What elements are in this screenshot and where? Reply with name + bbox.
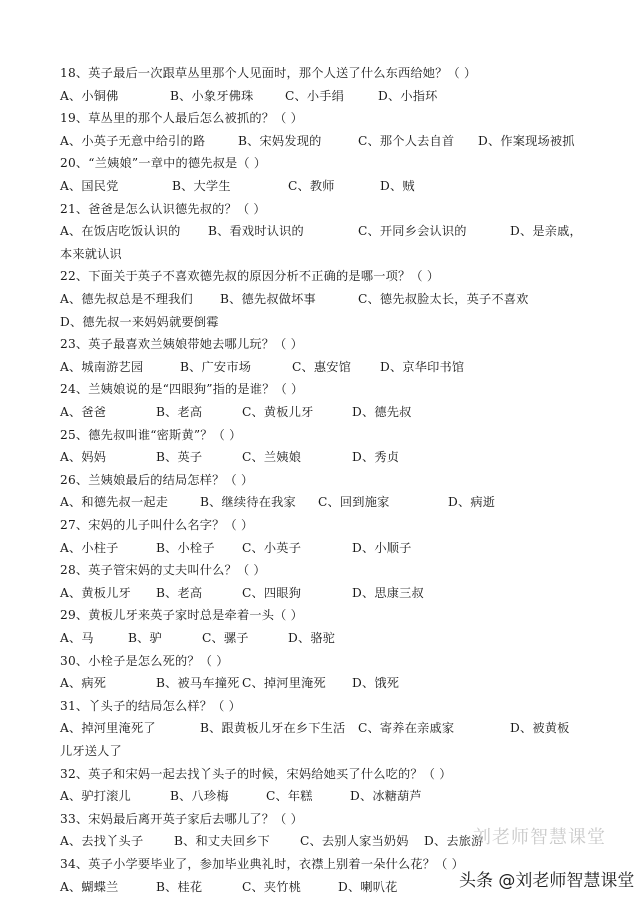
option-b: B、小象牙佛珠 — [170, 88, 254, 103]
option-c: C、小手绢 — [285, 88, 345, 103]
option-b: B、德先叔做坏事 — [220, 292, 316, 306]
options-row — [60, 787, 620, 805]
option-a: A、小柱子 — [60, 540, 119, 555]
option-b: B、大学生 — [172, 179, 231, 193]
options-row — [60, 290, 620, 308]
option-a: A、病死 — [60, 676, 107, 691]
option-c: C、寄养在亲戚家 — [358, 721, 455, 736]
options-row — [60, 358, 620, 376]
option-b: B、老高 — [156, 405, 203, 419]
option-a: A、在饭店吃饭认识的 — [60, 224, 181, 239]
option-b: B、英子 — [156, 450, 203, 465]
option-c: C、兰姨娘 — [242, 450, 302, 465]
option-b: B、桂花 — [156, 879, 203, 894]
question-text: 19、草丛里的那个人最后怎么被抓的？（ ） — [60, 111, 303, 126]
question-text: 24、兰姨娘说的是“四眼狗”指的是谁？（ ） — [60, 382, 304, 397]
option-d: D、作案现场被抓 — [478, 133, 575, 148]
option-d: D、秀贞 — [352, 450, 400, 465]
source-credit: 头条 @刘老师智慧课堂 — [459, 871, 635, 891]
options-row — [60, 177, 620, 195]
option-d: D、病逝 — [448, 495, 496, 510]
option-b: B、和丈夫回乡下 — [174, 834, 270, 849]
options-row — [60, 87, 620, 105]
option-c: C、四眼狗 — [242, 585, 302, 600]
question-text: 30、小栓子是怎么死的？（ ） — [60, 653, 229, 668]
options-row — [60, 539, 620, 557]
question-text: 29、黄板儿牙来英子家时总是牵着一头（ ） — [60, 608, 303, 623]
option-c: C、惠安馆 — [292, 359, 352, 374]
option-a: A、蝴蝶兰 — [60, 879, 119, 894]
option-d: D、思康三叔 — [352, 585, 424, 600]
options-row — [60, 674, 620, 692]
option-a: A、城南游艺园 — [60, 359, 144, 374]
option-c: C、年糕 — [266, 789, 313, 804]
question-text: 32、英子和宋妈一起去找丫头子的时候，宋妈给她买了什么吃的？（ ） — [60, 766, 452, 781]
options-row — [60, 448, 620, 466]
option-d: D、京华印书馆 — [380, 359, 465, 374]
option-b: B、宋妈发现的 — [238, 133, 322, 148]
options-row — [60, 132, 620, 150]
option-b: B、八珍梅 — [170, 789, 229, 804]
question-text: 22、下面关于英子不喜欢德先叔的原因分析不正确的是哪一项？（ ） — [60, 269, 440, 284]
option-a: A、德先叔总是不理我们 — [60, 292, 193, 306]
option-b: B、被马车撞死 — [156, 676, 240, 691]
option-c: C、骡子 — [202, 631, 249, 645]
option-b: B、继续待在我家 — [200, 495, 296, 510]
option-a: A、小铜佛 — [60, 88, 119, 103]
option-continuation: 本来就认识 — [60, 246, 122, 261]
option-a: A、黄板儿牙 — [60, 585, 131, 600]
options-row — [60, 584, 620, 602]
watermark: 刘老师智慧课堂 — [473, 827, 606, 848]
option-c: C、黄板儿牙 — [242, 405, 314, 419]
option-d: D、德先叔 — [352, 405, 412, 419]
option-d: D、饿死 — [352, 676, 400, 691]
question-text: 21、爸爸是怎么认识德先叔的？（ ） — [60, 201, 266, 216]
question-text: 34、英子小学要毕业了，参加毕业典礼时，衣襟上别着一朵什么花？（ ） — [60, 857, 464, 871]
option-a: A、掉河里淹死了 — [60, 721, 156, 736]
question-text: 20、“兰姨娘”一章中的德先叔是（ ） — [60, 156, 267, 171]
option-b: B、老高 — [156, 585, 203, 600]
option-d: D、冰糖葫芦 — [350, 789, 422, 804]
option-d: D、贼 — [380, 179, 415, 193]
options-row — [60, 629, 620, 647]
options-row — [60, 222, 620, 240]
option-c: C、小英子 — [242, 540, 302, 555]
option-d: D、被黄板 — [510, 721, 570, 736]
option-c: C、夹竹桃 — [242, 879, 302, 894]
option-a: A、小英子无意中给引的路 — [60, 133, 206, 148]
option-a: A、马 — [60, 631, 94, 645]
option-d: D、去旅游 — [424, 834, 484, 849]
question-text: 27、宋妈的儿子叫什么名字？（ ） — [60, 518, 254, 532]
option-a: A、爸爸 — [60, 405, 107, 419]
option-d: D、小指环 — [378, 88, 438, 103]
options-row — [60, 403, 620, 421]
option-b: B、跟黄板儿牙在乡下生活 — [200, 721, 346, 736]
option-d: D、是亲戚， — [510, 224, 582, 239]
question-text: 31、丫头子的结局怎么样？（ ） — [60, 698, 242, 713]
option-c: C、开同乡会认识的 — [358, 224, 467, 239]
option-a: A、妈妈 — [60, 450, 107, 465]
question-text: 25、德先叔叫谁“密斯黄”？（ ） — [60, 427, 242, 442]
option-c: C、那个人去自首 — [358, 133, 455, 148]
option-a: A、和德先叔一起走 — [60, 495, 169, 510]
option-c: C、去别人家当奶妈 — [300, 834, 409, 849]
option-c: C、德先叔脸太长，英子不喜欢 — [358, 292, 529, 306]
question-text: 28、英子管宋妈的丈夫叫什么？（ ） — [60, 563, 266, 578]
question-text: 23、英子最喜欢兰姨娘带她去哪儿玩？（ ） — [60, 337, 303, 352]
question-text: 18、英子最后一次跟草丛里那个人见面时，那个人送了什么东西给她？（ ） — [60, 66, 477, 80]
option-a: A、驴打滚儿 — [60, 789, 131, 804]
option-d: D、骆驼 — [288, 631, 336, 645]
options-row — [60, 719, 620, 737]
option-a: A、国民党 — [60, 179, 119, 193]
question-text: 26、兰姨娘最后的结局怎样？（ ） — [60, 472, 254, 487]
option-a: A、去找丫头子 — [60, 834, 144, 849]
question-text: 33、宋妈最后离开英子家后去哪儿了？（ ） — [60, 811, 303, 826]
option-c: C、回到施家 — [318, 495, 390, 510]
option-d: D、小顺子 — [352, 540, 412, 555]
options-row — [60, 493, 620, 511]
option-continuation: 儿牙送人了 — [60, 744, 122, 758]
option-b: B、看戏时认识的 — [208, 224, 304, 239]
option-b: B、小栓子 — [156, 540, 215, 555]
option-b: B、驴 — [128, 631, 162, 645]
option-c: C、教师 — [288, 179, 335, 193]
option-d: D、喇叭花 — [338, 879, 398, 894]
option-b: B、广安市场 — [180, 359, 252, 374]
option-c: C、掉河里淹死 — [242, 676, 326, 691]
option-continuation: D、德先叔一来妈妈就要倒霉 — [60, 314, 219, 329]
